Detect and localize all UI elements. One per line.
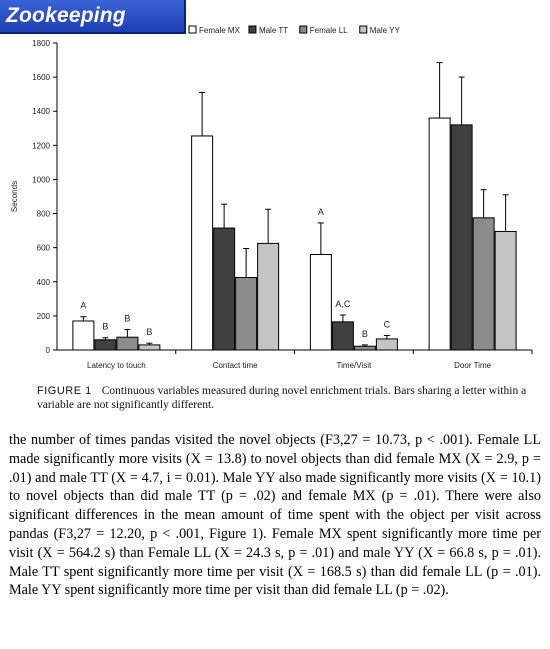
- y-tick-label: 1200: [32, 141, 50, 151]
- section-title: Zookeeping: [6, 4, 126, 27]
- y-tick-label: 600: [36, 243, 50, 253]
- x-tick-label: Door Time: [454, 361, 492, 370]
- legend-label: Male YY: [369, 26, 400, 35]
- y-tick-label: 400: [36, 277, 50, 287]
- x-tick-label: Latency to touch: [87, 361, 146, 370]
- x-tick-label: Contact time: [212, 361, 258, 370]
- legend-label: Male TT: [258, 26, 289, 35]
- figure-label: FIGURE 1: [37, 385, 92, 397]
- legend-swatch: [249, 26, 256, 33]
- bar: [73, 321, 94, 350]
- bar: [117, 337, 138, 350]
- legend-label: Female LL: [309, 26, 348, 35]
- bar: [258, 243, 279, 350]
- y-tick-label: 0: [45, 346, 50, 355]
- bar: [429, 118, 450, 350]
- y-tick-label: 1400: [32, 107, 50, 117]
- significance-letter: C: [383, 319, 391, 330]
- figure-caption: [37, 384, 532, 412]
- bar: [192, 136, 213, 350]
- bar: [354, 346, 375, 350]
- bar: [139, 345, 160, 350]
- significance-letter: B: [102, 321, 109, 332]
- y-tick-label: 200: [36, 311, 50, 321]
- bar: [376, 339, 397, 350]
- bar: [451, 125, 472, 350]
- legend-label: Female MX: [199, 26, 240, 35]
- significance-letter: A: [317, 206, 324, 217]
- y-axis-label: Seconds: [10, 180, 19, 213]
- bar: [473, 218, 494, 350]
- figure-caption-text: Continuous variables measured during novel enrichment trials. Bars sharing a letter within a variable are not significantly different.: [37, 385, 527, 411]
- y-tick-label: 1000: [32, 175, 50, 185]
- bar: [236, 278, 257, 350]
- body-paragraph: the number of times pandas visited the novel objects (F3,27 = 10.73, p < .001). Female LL made significantly more visits (X = 13.8) to novel objects than did female MX (X = 2.9, p = .01) and male TT (X = 4.7, i = 0.01). Male YY also made significantly more visits (X = 10.1) to novel objects than did male TT (p = .02) and female MX (p = .01). There were also significant differences in the mean amount of time spent with the object per visit across pandas (F3,27 = 12.20, p < .001, Figure 1). Female MX spent significantly more time per visit (X = 564.2 s) than Female LL (X = 24.3 s, p = .01) and male YY (X = 66.8 s, p = .01). Male TT spent significantly more time per visit (X = 168.5 s) than did female LL (p = .01). Male YY spent significantly more time per visit than did female LL (p = .02).: [9, 432, 541, 599]
- y-tick-label: 800: [36, 209, 50, 219]
- bar: [332, 322, 353, 350]
- bar: [310, 254, 331, 350]
- y-tick-label: 1600: [32, 73, 50, 83]
- y-tick-label: 1800: [32, 39, 50, 48]
- significance-letter: B: [124, 313, 131, 324]
- significance-letter: A: [80, 300, 87, 311]
- x-tick-label: Time/Visit: [336, 361, 372, 370]
- significance-letter: A,C: [335, 299, 351, 310]
- bar: [495, 231, 516, 350]
- significance-letter: B: [146, 327, 153, 338]
- significance-letter: B: [361, 328, 368, 339]
- legend-swatch: [189, 26, 196, 33]
- bar: [95, 340, 116, 350]
- bar: [214, 228, 235, 350]
- legend-swatch: [360, 26, 367, 33]
- legend-swatch: [300, 26, 307, 33]
- body-text: [9, 431, 541, 600]
